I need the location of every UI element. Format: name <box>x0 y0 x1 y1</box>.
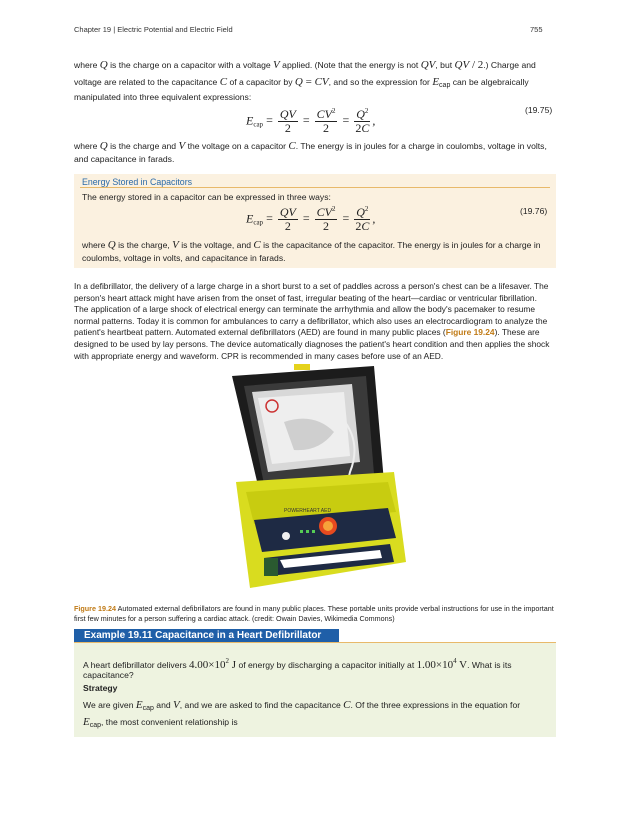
energy-box-line-1: where Q is the charge, V is the voltage, and C is the capacitance of the capacitor. The energy is in joules for a charge in <box>82 239 541 251</box>
after-eq-line-2: and capacitance in farads. <box>74 154 175 164</box>
page-number: 755 <box>530 25 543 34</box>
energy-box-rule <box>80 187 550 188</box>
energy-box-line-2: coulombs, voltage in volts, and capacitance in farads. <box>82 253 286 263</box>
example-question-line-1: A heart defibrillator delivers $4.00\times 10^2$ J of energy by discharging a capacitor initially at $1.00\times 10^4$ V. What is its <box>83 657 512 671</box>
energy-box-title: Energy Stored in Capacitors <box>82 177 193 187</box>
defibrillator-paragraph: In a defibrillator, the delivery of a large charge in a short burst to a set of paddles across a person's chest can be a lifesaver. The person's heart attack might have arisen from the onset of fast, irregular beating of the heart—cardiac or ventricular fibrillation. The application of a large shock of electrical energy can terminate the arrhythmia and allow the body's pacemaker to resume normal patterns. Today it is common for ambulances to carry a defibrillator, which also uses an electrocardiogram to analyze the patient's heartbeat pattern. Automated external defibrillators (AED) are found in many public places (Figure 19.24). These are designed to be used by lay persons. The device automatically diagnoses the patient's heart condition and then applies the shock with appropriate energy and waveform. CPR is recommended in many cases before use of an AED. <box>74 281 550 361</box>
power-button <box>282 532 290 540</box>
equation-number-19-75: (19.75) <box>525 105 553 115</box>
strategy-heading: Strategy <box>83 683 118 693</box>
figure-19-24-link[interactable]: Figure 19.24 <box>445 327 495 338</box>
strategy-line-2: $E_{cap}$, the most convenient relationship is <box>83 716 238 729</box>
equation-19-75: $E_{cap}$ = $\frac{QV}{2}$ = $\frac{CV^2}{2}$ = $\frac{Q^2}{2C}$ , <box>246 107 376 136</box>
after-eq-line-1: where Q is the charge and V the voltage on a capacitor C. The energy is in joules for a charge in coulombs, voltage in volts, <box>74 140 547 152</box>
intro-line-3: manipulated into three equivalent expressions: <box>74 92 252 102</box>
aed-photo <box>224 362 407 598</box>
aed-brand-label: POWERHEART AED <box>284 508 332 514</box>
intro-line-1: where Q is the charge on a capacitor with a voltage V applied. (Note that the energy is not QV, but QV / 2.) Charge and <box>74 59 536 71</box>
figure-caption: Figure 19.24 Automated external defibrillators are found in many public places. These portable units provide verbal instructions for use in the important first few minutes for a person suffering a cardiac attack. (credit: Owain Davies, Wikimedia Commons) <box>74 604 554 624</box>
energy-box-intro: The energy stored in a capacitor can be expressed in three ways: <box>82 192 331 202</box>
example-question-line-2: capacitance? <box>83 670 134 680</box>
equation-19-76: $E_{cap}$ = $\frac{QV}{2}$ = $\frac{CV^2}{2}$ = $\frac{Q^2}{2C}$ , <box>246 205 376 234</box>
strategy-line-1: We are given $E_{cap}$ and V, and we are asked to find the capacitance C. Of the three expressions in the equation for <box>83 699 521 712</box>
example-title: Example 19.11 Capacitance in a Heart Defibrillator <box>84 630 322 641</box>
equation-number-19-76: (19.76) <box>520 206 548 216</box>
intro-line-2: voltage are related to the capacitance C of a capacitor by Q = CV, and so the expression for $E_{cap}$ can be algebraically <box>74 76 529 89</box>
figure-label: Figure 19.24 <box>74 604 116 613</box>
side-label <box>264 558 278 576</box>
chapter-header: Chapter 19 | Electric Potential and Electric Field <box>74 25 233 34</box>
